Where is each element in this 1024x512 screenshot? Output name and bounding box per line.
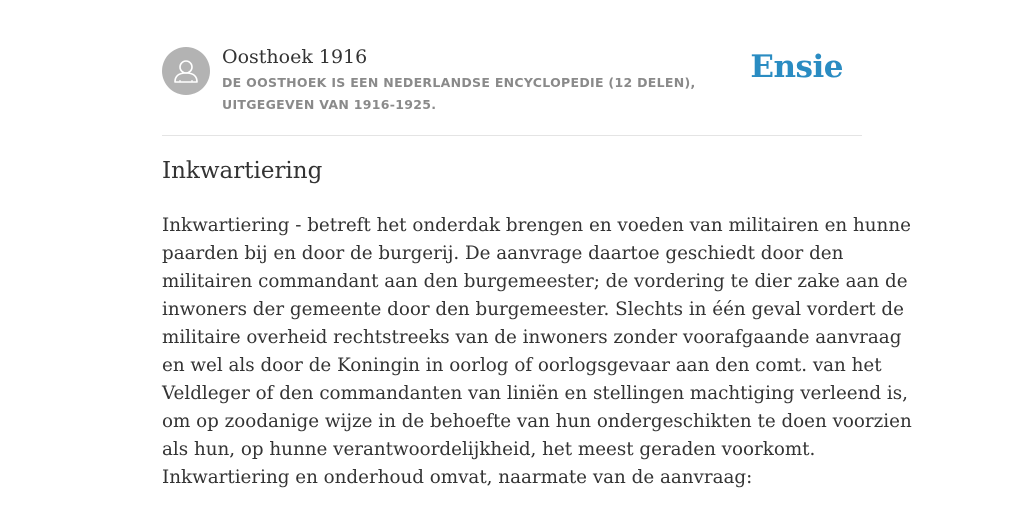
entry-text-line: Inkwartiering - betreft het onderdak brengen en voeden van militairen en hunne (162, 215, 911, 236)
entry-text-line: militairen commandant aan den burgemeester; de vordering te dier zake aan de (162, 271, 908, 292)
entry-text-line: paarden bij en door de burgerij. De aanvrage daartoe geschiedt door den (162, 243, 844, 264)
entry-text-line: en wel als door de Koningin in oorlog of oorlogsgevaar aan den comt. van het (162, 355, 882, 376)
entry-text-line: Veldleger of den commandanten van liniën en stellingen machtiging verleend is, (162, 383, 908, 404)
page-title: Inkwartiering (162, 158, 323, 184)
header-divider (162, 135, 862, 136)
source-name[interactable]: Oosthoek 1916 (222, 46, 368, 68)
ensie-logo[interactable]: Ensie (750, 49, 843, 85)
avatar[interactable] (162, 47, 210, 95)
source-description: DE OOSTHOEK IS EEN NEDERLANDSE ENCYCLOPEDIE (12 DELEN), UITGEGEVEN VAN 1916-1925. (222, 75, 696, 112)
entry-text-line: om op zoodanige wijze in de behoefte van hun ondergeschikten te doen voorzien (162, 411, 912, 432)
entry-body (162, 212, 912, 492)
source-header (162, 43, 862, 135)
user-icon (162, 47, 210, 95)
entry-text-line: inwoners der gemeente door den burgemeester. Slechts in één geval vordert de (162, 299, 904, 320)
entry-text-line: Inkwartiering en onderhoud omvat, naarmate van de aanvraag: (162, 467, 753, 488)
entry-text-line: als hun, op hunne verantwoordelijkheid, het meest geraden voorkomt. (162, 439, 816, 460)
entry-text-line: militaire overheid rechtstreeks van de inwoners zonder voorafgaande aanvraag (162, 327, 902, 348)
